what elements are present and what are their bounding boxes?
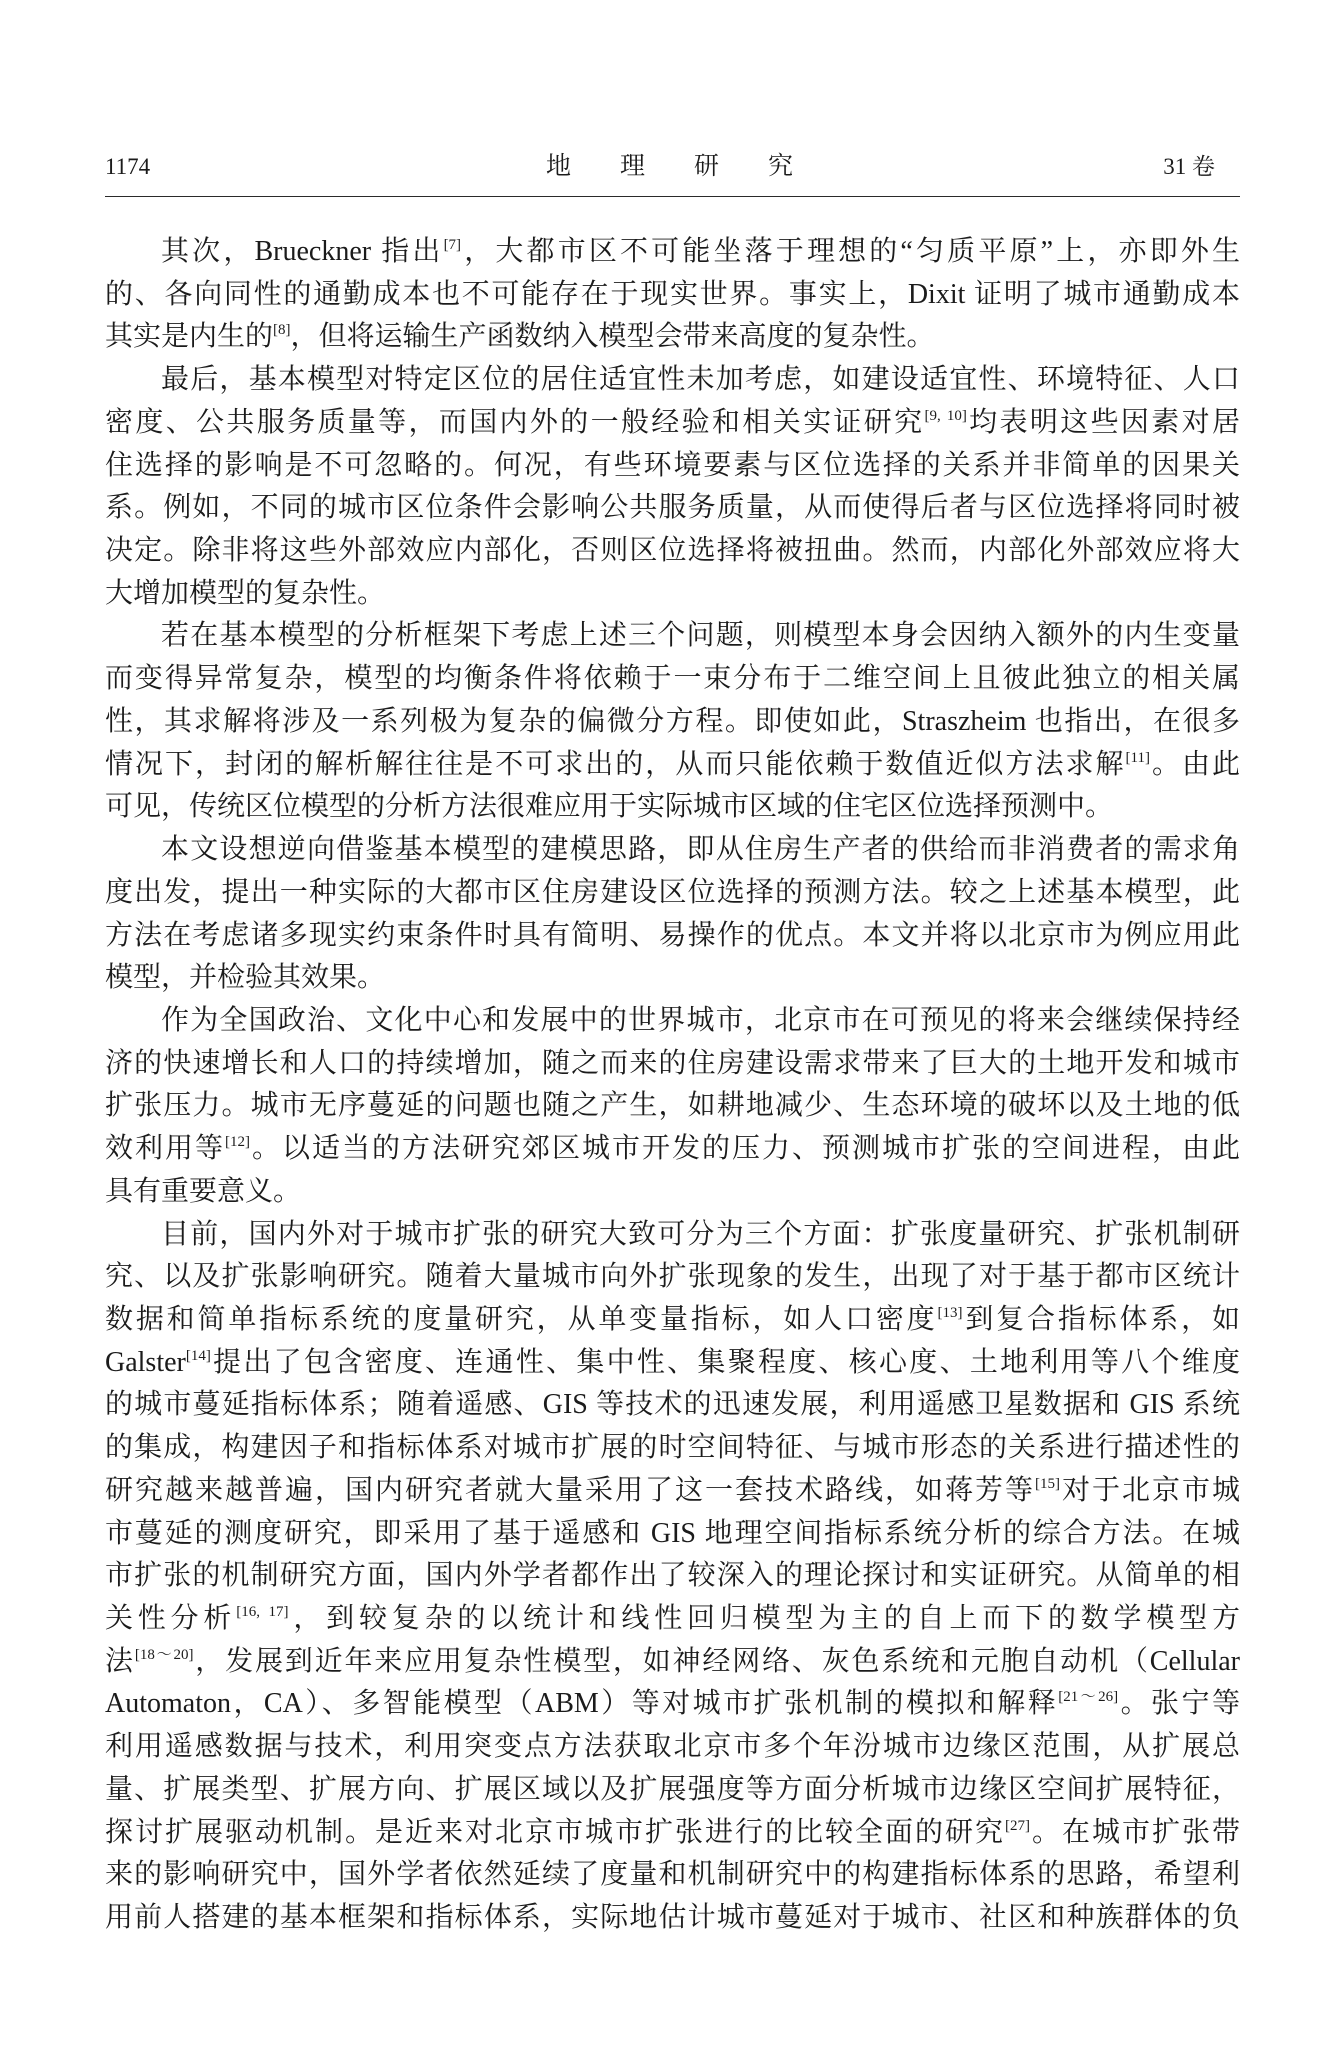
text-line: 方法在考虑诸多现实约束条件时具有简明、易操作的优点。本文并将以北京市为例应用此 bbox=[105, 919, 1240, 951]
text-line: 而变得异常复杂，模型的均衡条件将依赖于一束分布于二维空间上且彼此独立的相关属 bbox=[105, 663, 1240, 695]
text-line: 具有重要意义。 bbox=[105, 1175, 302, 1207]
citation-marker: [27] bbox=[1004, 1817, 1030, 1834]
text-line: 探讨扩展驱动机制。是近来对北京市城市扩张进行的比较全面的研究[27]。在城市扩张带 bbox=[105, 1816, 1240, 1848]
journal-title-text: 地理研究 bbox=[545, 153, 842, 180]
text-line: 扩张压力。城市无序蔓延的问题也随之产生，如耕地减少、生态环境的破坏以及土地的低 bbox=[105, 1090, 1240, 1122]
text-line: Galster[14]提出了包含密度、连通性、集中性、集聚程度、核心度、土地利用等八个维度 bbox=[105, 1346, 1240, 1378]
text-line: 利用遥感数据与技术，利用突变点方法获取北京市多个年汾城市边缘区范围，从扩展总 bbox=[105, 1731, 1240, 1763]
citation-marker: [21～26] bbox=[1058, 1689, 1119, 1706]
running-header bbox=[0, 0, 1339, 200]
paragraph-1 bbox=[105, 231, 1240, 359]
text-line: 模型，并检验其效果。 bbox=[105, 962, 386, 994]
article-body bbox=[105, 231, 1240, 1940]
citation-marker: [12] bbox=[225, 1134, 250, 1151]
text-line: 情况下，封闭的解析解往往是不可求出的，从而只能依赖于数值近似方法求解[11]。由此 bbox=[105, 748, 1240, 780]
text-line: 数据和简单指标系统的度量研究，从单变量指标，如人口密度[13]到复合指标体系，如 bbox=[105, 1303, 1240, 1335]
text-line: 来的影响研究中，国外学者依然延续了度量和机制研究中的构建指标体系的思路，希望利 bbox=[105, 1859, 1240, 1891]
text-line: 用前人搭建的基本框架和指标体系，实际地估计城市蔓延对于城市、社区和种族群体的负 bbox=[105, 1902, 1240, 1934]
citation-marker: [13] bbox=[937, 1304, 963, 1321]
text-line: 量、扩展类型、扩展方向、扩展区域以及扩展强度等方面分析城市边缘区空间扩展特征， bbox=[105, 1773, 1240, 1805]
text-line: 大增加模型的复杂性。 bbox=[105, 577, 386, 609]
text-line: 住选择的影响是不可忽略的。何况，有些环境要素与区位选择的关系并非简单的因果关 bbox=[105, 449, 1240, 481]
paragraph-6 bbox=[105, 1214, 1240, 1940]
text-line: 市扩张的机制研究方面，国内外学者都作出了较深入的理论探讨和实证研究。从简单的相 bbox=[105, 1560, 1240, 1592]
page-number: 1174 bbox=[105, 154, 151, 179]
volume-label: 31 卷 bbox=[1163, 154, 1215, 179]
text-line: 关性分析[16, 17]，到较复杂的以统计和线性回归模型为主的自上而下的数学模型方 bbox=[105, 1603, 1240, 1634]
paragraph-5 bbox=[105, 1000, 1240, 1214]
citation-marker: [18～20] bbox=[134, 1646, 194, 1663]
text-line: 究、以及扩张影响研究。随着大量城市向外扩张现象的发生，出现了对于基于都市区统计 bbox=[105, 1261, 1240, 1293]
citation-marker: [16, 17] bbox=[236, 1604, 289, 1620]
citation-marker: [9, 10] bbox=[924, 407, 967, 424]
text-line: 可见，传统区位模型的分析方法很难应用于实际城市区域的住宅区位选择预测中。 bbox=[105, 791, 1114, 823]
paragraph-4 bbox=[105, 829, 1240, 1000]
paragraph-2 bbox=[105, 359, 1240, 615]
citation-marker: [15] bbox=[1034, 1475, 1060, 1492]
text-line: 法[18～20]，发展到近年来应用复杂性模型，如神经网络、灰色系统和元胞自动机（Cellular bbox=[105, 1645, 1240, 1677]
text-line: 密度、公共服务质量等，而国内外的一般经验和相关实证研究[9, 10]均表明这些因素对居 bbox=[105, 406, 1240, 438]
text-line: 的、各向同性的通勤成本也不可能存在于现实世界。事实上，Dixit 证明了城市通勤成本 bbox=[105, 278, 1240, 310]
citation-marker: [11] bbox=[1125, 749, 1150, 766]
text-line: 其次，Brueckner 指出[7]，大都市区不可能坐落于理想的“匀质平原”上，亦即外生 bbox=[161, 236, 1240, 267]
text-line: 系。例如，不同的城市区位条件会影响公共服务质量，从而使得后者与区位选择将同时被 bbox=[105, 492, 1240, 524]
journal-title bbox=[0, 150, 1339, 184]
text-line: 性，其求解将涉及一系列极为复杂的偏微分方程。即使如此，Straszheim 也指出，在很多 bbox=[105, 705, 1240, 737]
text-line: Automaton，CA）、多智能模型（ABM）等对城市扩张机制的模拟和解释[21～26]。张宁等 bbox=[105, 1688, 1240, 1720]
text-line: 最后，基本模型对特定区位的居住适宜性未加考虑，如建设适宜性、环境特征、人口 bbox=[161, 364, 1240, 396]
text-line: 的集成，构建因子和指标体系对城市扩展的时空间特征、与城市形态的关系进行描述性的 bbox=[105, 1432, 1240, 1464]
text-line: 作为全国政治、文化中心和发展中的世界城市，北京市在可预见的将来会继续保持经 bbox=[161, 1004, 1240, 1036]
text-line: 若在基本模型的分析框架下考虑上述三个问题，则模型本身会因纳入额外的内生变量 bbox=[161, 620, 1240, 652]
text-line: 市蔓延的测度研究，即采用了基于遥感和 GIS 地理空间指标系统分析的综合方法。在城 bbox=[105, 1517, 1240, 1549]
text-line: 研究越来越普遍，国内研究者就大量采用了这一套技术路线，如蒋芳等[15]对于北京市城 bbox=[105, 1474, 1240, 1506]
text-line: 度出发，提出一种实际的大都市区住房建设区位选择的预测方法。较之上述基本模型，此 bbox=[105, 876, 1240, 908]
text-line: 效利用等[12]。以适当的方法研究郊区城市开发的压力、预测城市扩张的空间进程，由此 bbox=[105, 1133, 1240, 1165]
text-line: 决定。除非将这些外部效应内部化，否则区位选择将被扭曲。然而，内部化外部效应将大 bbox=[105, 535, 1240, 567]
citation-marker: [7] bbox=[443, 237, 462, 253]
text-line: 其实是内生的[8]，但将运输生产函数纳入模型会带来高度的复杂性。 bbox=[105, 321, 935, 353]
header-rule bbox=[105, 196, 1240, 197]
text-line: 本文设想逆向借鉴基本模型的建模思路，即从住房生产者的供给而非消费者的需求角 bbox=[161, 834, 1240, 866]
text-line: 的城市蔓延指标体系；随着遥感、GIS 等技术的迅速发展，利用遥感卫星数据和 GIS 系统 bbox=[105, 1389, 1240, 1421]
text-line: 济的快速增长和人口的持续增加，随之而来的住房建设需求带来了巨大的土地开发和城市 bbox=[105, 1047, 1240, 1079]
citation-marker: [14] bbox=[185, 1347, 211, 1364]
paragraph-3 bbox=[105, 615, 1240, 829]
citation-marker: [8] bbox=[273, 322, 291, 339]
text-line: 目前，国内外对于城市扩张的研究大致可分为三个方面：扩张度量研究、扩张机制研 bbox=[161, 1218, 1240, 1250]
